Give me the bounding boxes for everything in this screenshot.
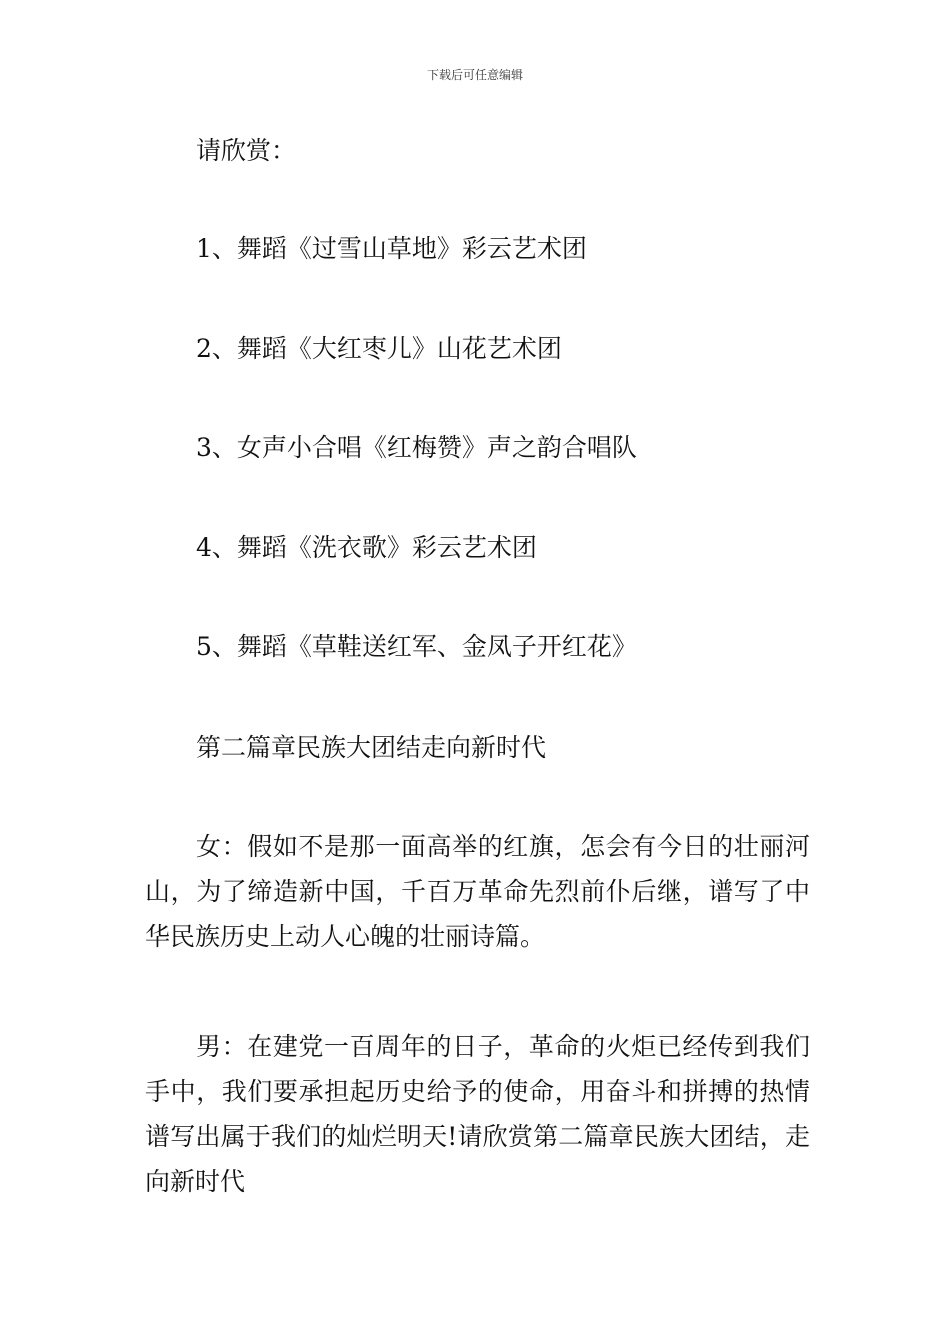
program-item-5: 5、舞蹈《草鞋送红军、金凤子开红花》 xyxy=(196,632,637,661)
program-item-1: 1、舞蹈《过雪山草地》彩云艺术团 xyxy=(196,234,587,263)
male-host-paragraph: 男：在建党一百周年的日子，革命的火炬已经传到我们手中，我们要承担起历史给予的使命，用奋斗和拼搏的热情谱写出属于我们的灿烂明天!请欣赏第二篇章民族大团结，走向新时代 xyxy=(145,1032,810,1196)
program-item-4: 4、舞蹈《洗衣歌》彩云艺术团 xyxy=(196,533,537,562)
program-item-3: 3、女声小合唱《红梅赞》声之韵合唱队 xyxy=(196,433,637,462)
chapter-title: 第二篇章民族大团结走向新时代 xyxy=(196,733,547,762)
intro-line: 请欣赏： xyxy=(196,136,297,165)
female-host-paragraph: 女：假如不是那一面高举的红旗，怎会有今日的壮丽河山，为了缔造新中国，千百万革命先烈前仆后继，谱写了中华民族历史上动人心魄的壮丽诗篇。 xyxy=(145,832,810,951)
program-item-2: 2、舞蹈《大红枣儿》山花艺术团 xyxy=(196,334,562,363)
header-note: 下载后可任意编辑 xyxy=(426,68,523,82)
